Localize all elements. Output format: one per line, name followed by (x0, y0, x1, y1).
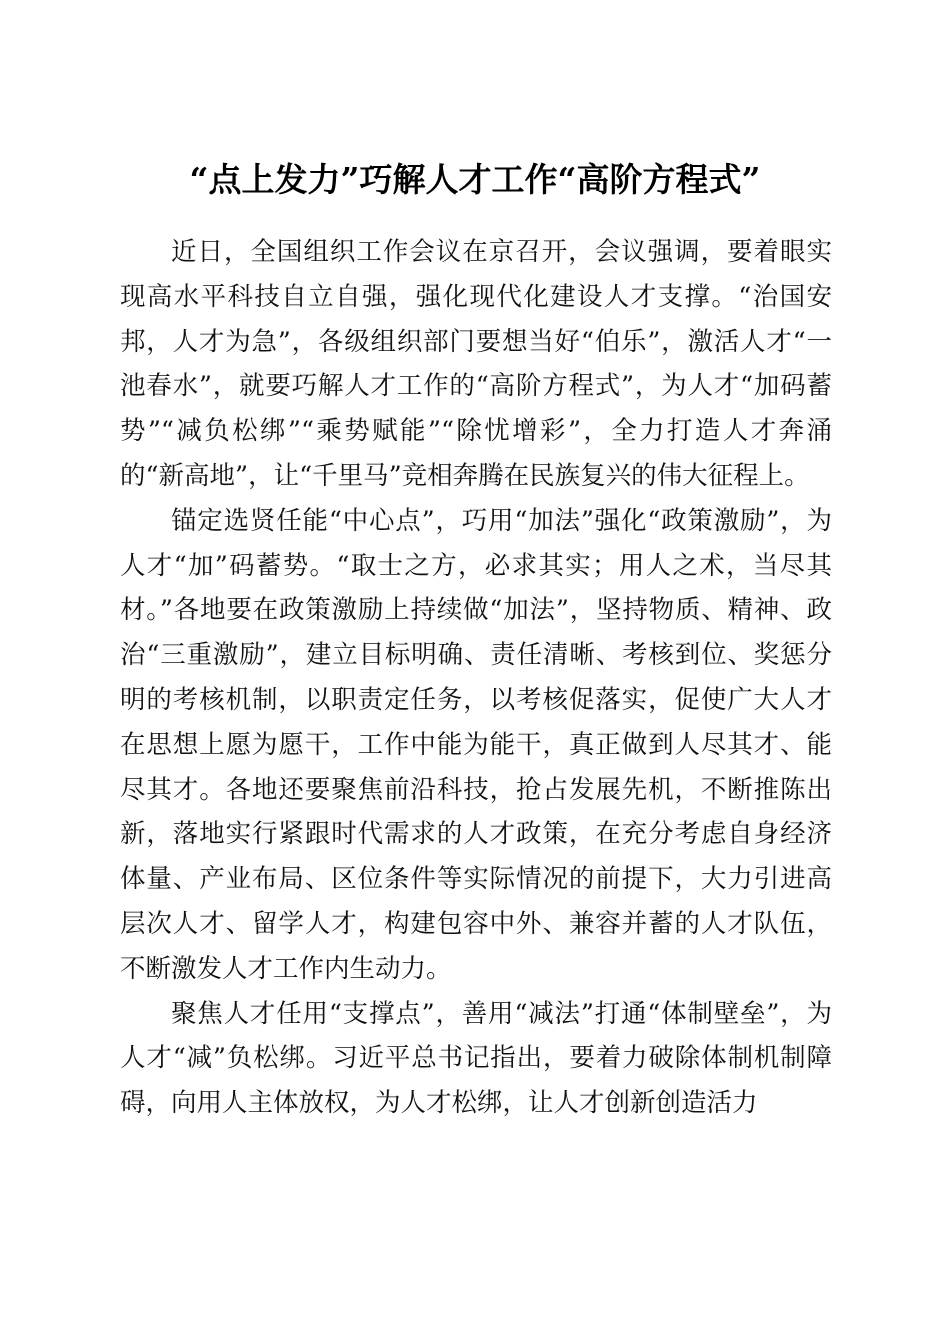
document-body (120, 230, 832, 1126)
paragraph-1: 近日，全国组织工作会议在京召开，会议强调，要着眼实现高水平科技自立自强，强化现代化建设人才支撑。“治国安邦，人才为急”，各级组织部门要想当好“伯乐”，激活人才“一池春水”，就要巧解人才工作的“高阶方程式”，为人才“加码蓄势”“减负松绑”“乘势赋能”“除忧增彩”，全力打造人才奔涌的“新高地”，让“千里马”竞相奔腾在民族复兴的伟大征程上。 (120, 237, 832, 491)
paragraph-3: 聚焦人才任用“支撑点”，善用“减法”打通“体制壁垒”，为人才“减”负松绑。习近平总书记指出，要着力破除体制机制障碍，向用人主体放权，为人才松绑，让人才创新创造活力 (120, 998, 832, 1119)
paragraph-2: 锚定选贤任能“中心点”，巧用“加法”强化“政策激励”，为人才“加”码蓄势。“取士之方，必求其实；用人之术，当尽其材。”各地要在政策激励上持续做“加法”，坚持物质、精神、政治“三重激励”，建立目标明确、责任清晰、考核到位、奖惩分明的考核机制，以职责定任务，以考核促落实，促使广大人才在思想上愿为愿干，工作中能为能干，真正做到人尽其才、能尽其才。各地还要聚焦前沿科技，抢占发展先机，不断推陈出新，落地实行紧跟时代需求的人才政策，在充分考虑自身经济体量、产业布局、区位条件等实际情况的前提下，大力引进高层次人才、留学人才，构建包容中外、兼容并蓄的人才队伍，不断激发人才工作内生动力。 (120, 505, 832, 984)
document-title: “点上发力”巧解人才工作“高阶方程式” (189, 160, 761, 200)
